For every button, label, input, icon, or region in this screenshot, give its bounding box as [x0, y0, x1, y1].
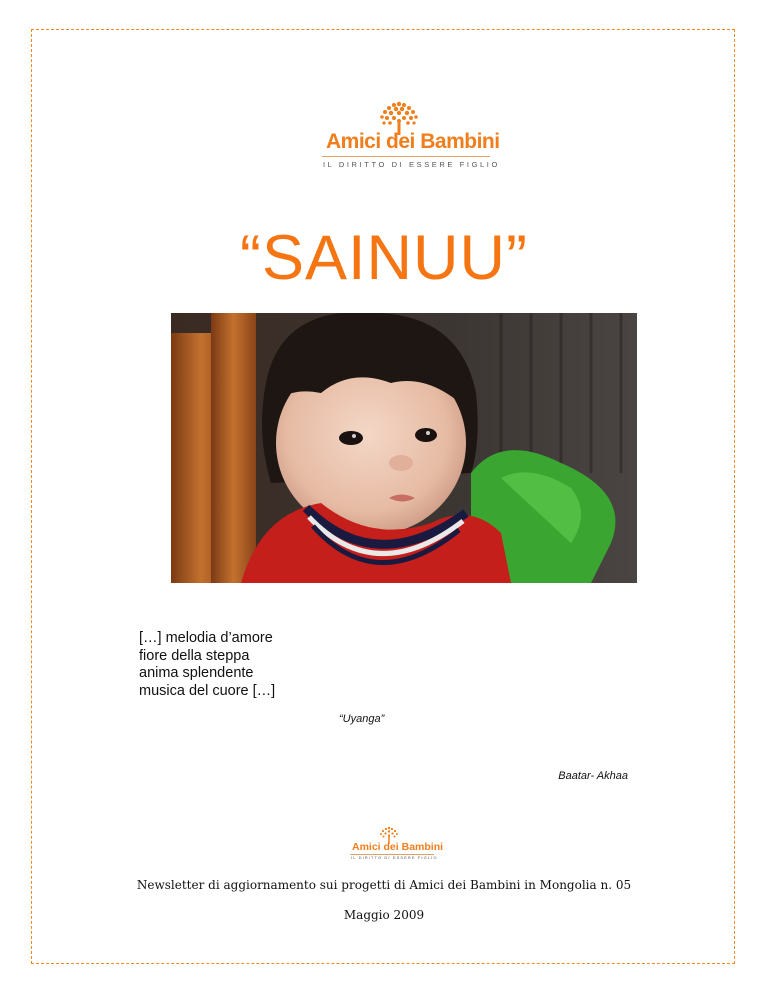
- poem-line: anima splendente: [139, 665, 254, 681]
- logo-top: [322, 100, 500, 172]
- poem-line: musica del cuore […]: [139, 682, 276, 699]
- logo-wordmark: Amici dei Bambini: [352, 841, 444, 853]
- child-photo-icon: [171, 313, 637, 583]
- newsletter-caption: Newsletter di aggiornamento sui progetti di Amici dei Bambini in Mongolia n. 05: [136, 878, 632, 892]
- page-title: “SAINUU”: [240, 223, 528, 293]
- logo-divider: [322, 156, 490, 157]
- poem-line: fiore della steppa: [139, 647, 250, 664]
- logo-wordmark: Amici dei Bambini: [326, 130, 500, 153]
- poem: [139, 630, 275, 700]
- poem-title: “Uyanga”: [339, 713, 385, 725]
- poem-author: Baatar- Akhaa: [558, 770, 628, 782]
- poem-line: […] melodia d’amore: [139, 630, 273, 646]
- child-photo: [171, 313, 637, 583]
- logo-tagline: IL DIRITTO DI ESSERE FIGLIO: [351, 855, 438, 860]
- logo-bottom: [350, 826, 444, 862]
- logo-tagline: IL DIRITTO DI ESSERE FIGLIO: [323, 160, 500, 169]
- issue-date: Maggio 2009: [343, 908, 425, 922]
